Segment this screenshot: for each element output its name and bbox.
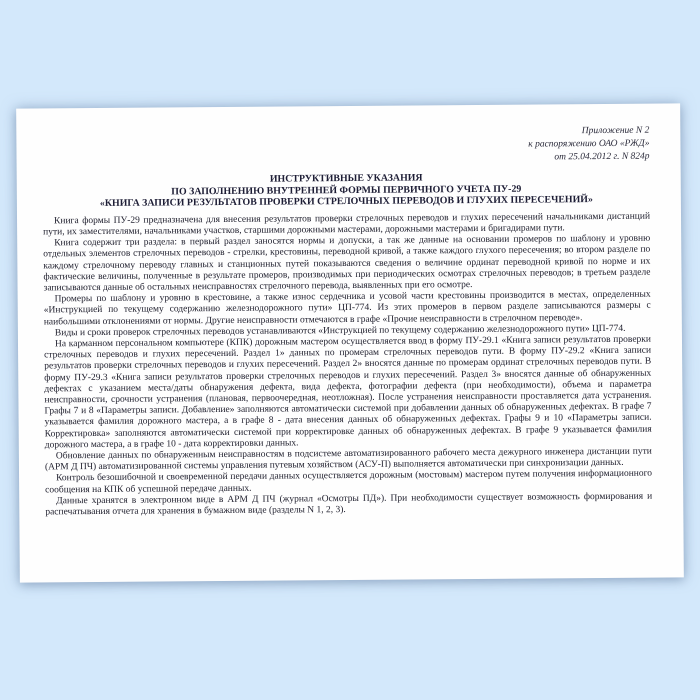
document-page (16, 103, 684, 582)
paragraph-1: Книга формы ПУ-29 предназначена для внесения результатов проверки стрелочных переводов и глухих пересечений начальниками дистанций пути, их заместителями, начальниками участков, старшими дорожными мастерами, дорожными мастерами и бригадирами пути. (43, 211, 651, 238)
title-line-1: ИНСТРУКТИВНЫЕ УКАЗАНИЯ (269, 172, 423, 185)
paragraph-5: На карманном персональном компьютере (КПК) дорожным мастером осуществляется ввод в форму ПУ-29.1 «Книга записи результатов проверки стрелочных переводов и глухих пересечений. Раздел 1» данных по промерам стрелочных переводов пути. В форму ПУ-29.2 «Книга записи результатов проверки стрелочных переводов и глухих пересечений. Раздел 2» вносятся данные по промерам ординат стрелочных переводов пути. В форму ПУ-29.3 «Книга записи результатов проверки стрелочных переводов и глухих пересечений. Раздел 3» вносятся данные об обнаруженных дефектах с указанием места/даты обнаружения дефекта, вида дефекта, фотографии дефекта (при необходимости), объема и параметра неисправности, срочности устранения (плановая, первоочередная, неотложная). После устранения неисправности проставляется дата устранения. Графы 7 и 8 «Параметры записи. Добавление» заполняются автоматически системой при добавлении данных об обнаруженных дефектах. В графе 7 указывается фамилия дорожного мастера, а в графе 8 - дата внесения данных об обнаруженных дефектах. Графы 9 и 10 «Параметры записи. Корректировка» заполняются автоматически системой при корректировке данных об обнаруженных дефектах. В графе 9 указывается фамилия дорожного мастера, а в графе 10 - дата корректировки данных. (44, 334, 652, 451)
paragraph-6: Обновление данных по обнаруженным неисправностям в подсистеме автоматизированного рабочего места дежурного инженера дистанции пути (АРМ Д ПЧ) автоматизированной системы управления путевым хозяйством (АСУ-П) выполняется автоматически при синхронизации данных. (44, 446, 652, 473)
document-body (43, 211, 652, 518)
paragraph-8: Данные хранятся в электронном виде в АРМ Д ПЧ (журнал «Осмотры ПД»). При необходимости существует возможность формирования и распечатывания отчета для хранения в бумажном виде (разделы N 1, 2, 3). (45, 491, 653, 518)
annex-line-order: к распоряжению ОАО «РЖД» (528, 138, 650, 150)
paragraph-7: Контроль безошибочной и своевременной передачи данных осуществляется дорожным (мостовым) мастером путем получения информационного сообщения на КПК об успешной передаче данных. (45, 469, 653, 496)
paragraph-2: Книга содержит три раздела: в первый раздел заносятся нормы и допуски, а так же данные на основании промеров по шаблону и уровню отдельных элементов стрелочных переводов - стрелки, крестовины, переводной кривой, а также каждого глухого пересечения; во втором разделе по каждому стрелочному переводу главных и станционных путей показываются сведения о величине ординат переводной кривой по норме и их фактические величины, полученные в результате промеров, производимых при периодических осмотрах стрелочных переводов; в третьем разделе записываются данные об остальных неисправностях стрелочного перевода, выявленных при его осмотре. (43, 233, 651, 294)
paragraph-4: Виды и сроки проверок стрелочных переводов устанавливаются «Инструкцией по текущему содержанию железнодорожного пути» ЦП-774. (54, 323, 626, 339)
document-title (43, 171, 650, 211)
annex-line-number: Приложение N 2 (581, 125, 650, 137)
paragraph-3: Промеры по шаблону и уровню в крестовине, а также износ сердечника и усовой части крестовины производится в местах, определенных «Инструкцией по текущему содержанию железнодорожного пути» ЦП-774. Из этих промеров в первом разделе записываются размеры с наибольшими отклонениями от нормы. Другие неисправности отмечаются в графе «Прочие неисправности в стрелочном переводе». (43, 289, 651, 328)
annex-line-date: от 25.04.2012 г. N 824р (554, 151, 650, 163)
annex-reference (42, 125, 649, 169)
title-line-2: ПО ЗАПОЛНЕНИЮ ВНУТРЕННЕЙ ФОРМЫ ПЕРВИЧНОГО УЧЕТА ПУ-29 (171, 183, 522, 197)
title-line-3: «КНИГА ЗАПИСИ РЕЗУЛЬТАТОВ ПРОВЕРКИ СТРЕЛОЧНЫХ ПЕРЕВОДОВ И ГЛУХИХ ПЕРЕСЕЧЕНИЙ» (99, 194, 593, 210)
